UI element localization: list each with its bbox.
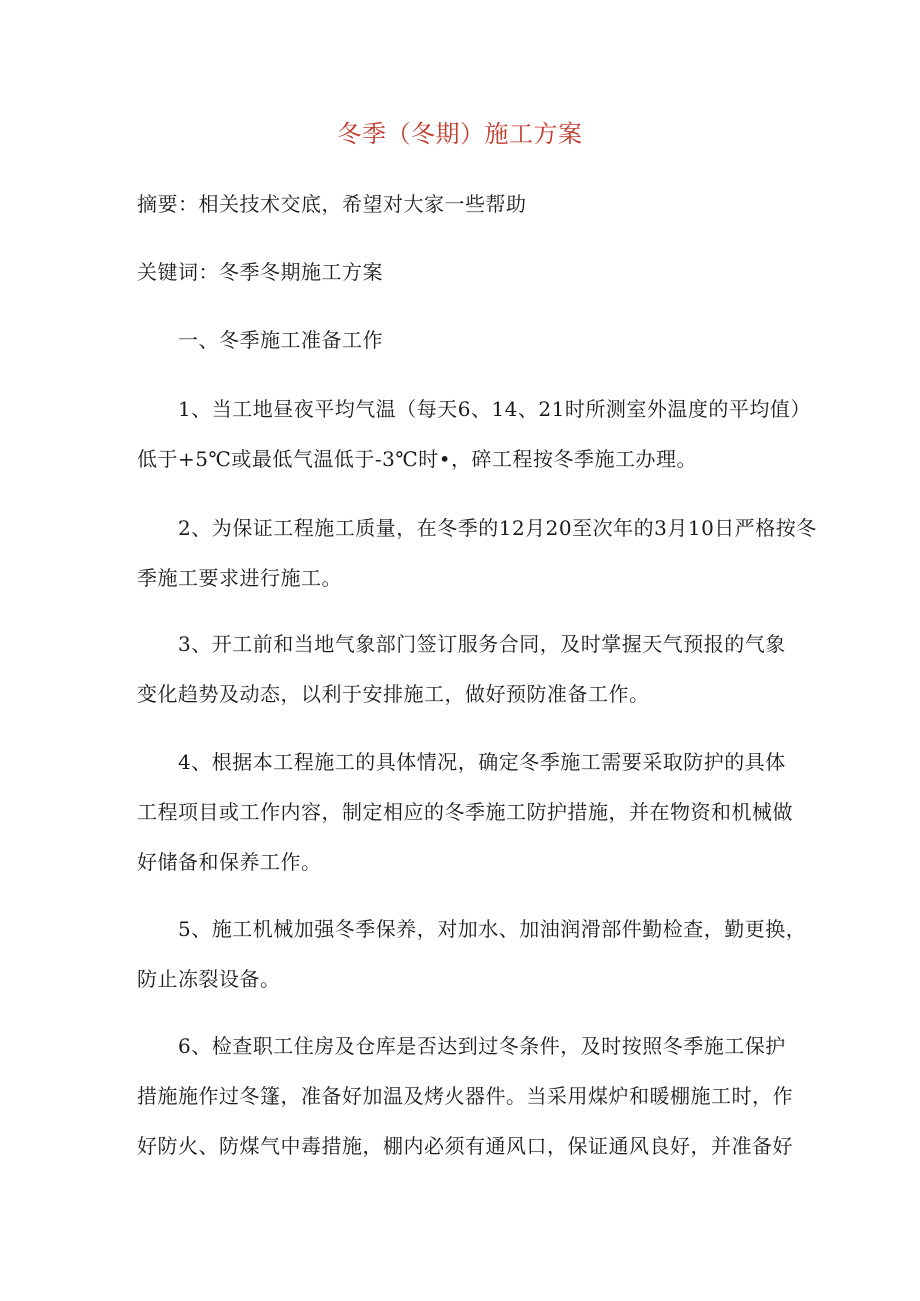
paragraph-line: 好储备和保养工作。	[137, 850, 322, 874]
abstract-text: 摘要：相关技术交底，希望对大家一些帮助	[137, 192, 527, 216]
paragraph-line: 措施施作过冬篷，准备好加温及烤火器件。当采用煤炉和暖棚施工时，作	[137, 1084, 793, 1108]
document-title: 冬季（冬期）施工方案	[337, 120, 583, 148]
paragraph-line: 6、检查职工住房及仓库是否达到过冬条件，及时按照冬季施工保护	[178, 1034, 786, 1058]
paragraph-line: 3、开工前和当地气象部门签订服务合同，及时掌握天气预报的气象	[178, 632, 786, 656]
paragraph-4	[137, 737, 793, 887]
paragraph-line: 2、为保证工程施工质量，在冬季的12月20至次年的3月10日严格按冬	[178, 516, 817, 540]
paragraph-line: 4、根据本工程施工的具体情况，确定冬季施工需要采取防护的具体	[178, 750, 786, 774]
paragraph-line: 工程项目或工作内容，制定相应的冬季施工防护措施，并在物资和机械做	[137, 800, 793, 824]
paragraph-line: 好防火、防煤气中毒措施，棚内必须有通风口，保证通风良好，并准备好	[137, 1134, 793, 1158]
paragraph-1	[137, 384, 811, 484]
section-heading: 一、冬季施工准备工作	[178, 328, 383, 352]
paragraph-line: 季施工要求进行施工。	[137, 566, 342, 590]
paragraph-5	[137, 904, 807, 1004]
paragraph-6	[137, 1021, 793, 1171]
paragraph-line: 变化趋势及动态，以利于安排施工，做好预防准备工作。	[137, 682, 650, 706]
paragraph-line: 低于+5℃或最低气温低于-3℃时•，碎工程按冬季施工办理。	[137, 447, 698, 471]
keywords-text: 关键词：冬季冬期施工方案	[137, 260, 383, 284]
paragraph-line: 防止冻裂设备。	[137, 967, 281, 991]
paragraph-2	[137, 503, 817, 603]
paragraph-line: 5、施工机械加强冬季保养，对加水、加油润滑部件勤检查，勤更换，	[178, 917, 807, 941]
paragraph-3	[137, 619, 787, 719]
paragraph-line: 1、当工地昼夜平均气温（每天6、14、21时所测室外温度的平均值）	[178, 397, 811, 421]
